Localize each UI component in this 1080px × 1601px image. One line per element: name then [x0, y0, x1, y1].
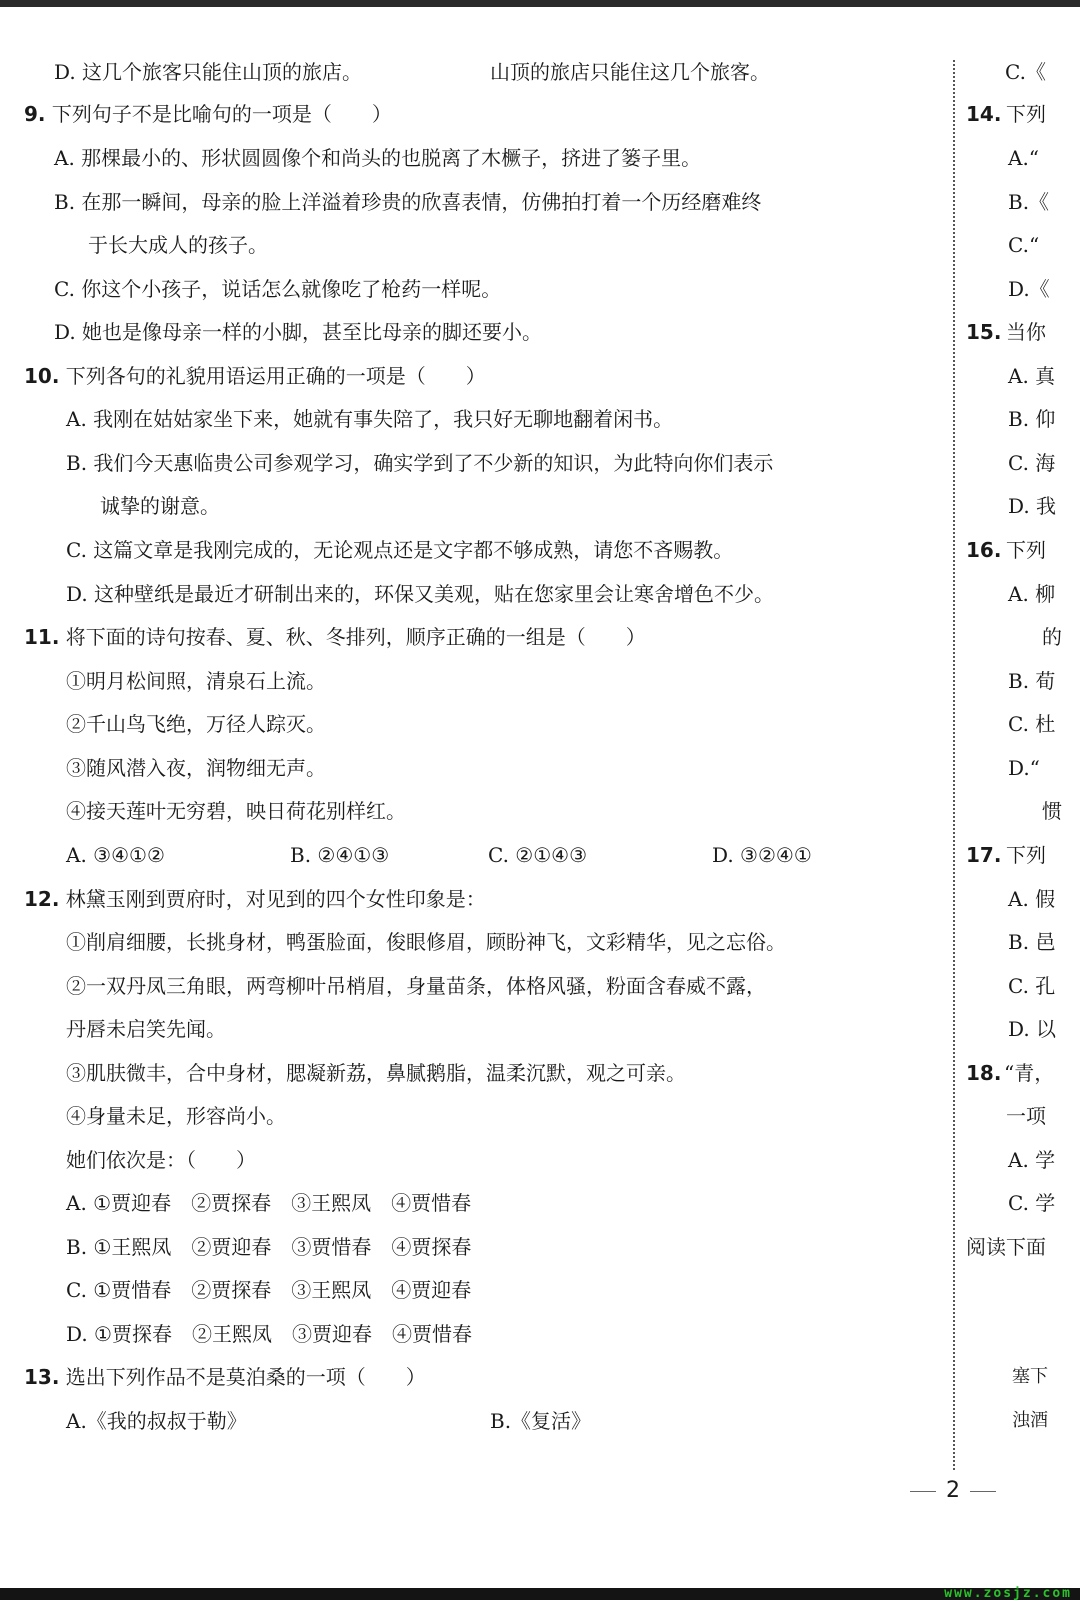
question-text: 下列句子不是比喻句的一项是（ ）	[51, 102, 392, 126]
q8-option-d-right: 山顶的旅店只能住这几个旅客。	[490, 60, 770, 84]
question-number: 10.	[24, 364, 60, 388]
q13-option-b: B.《复活》	[490, 1409, 592, 1433]
q11-option-b: B. ②④①③	[290, 843, 390, 867]
q12-option-c: C. ①贾惜春 ②贾探春 ③王熙凤 ④贾迎春	[66, 1278, 472, 1302]
right-fragment: C. 杜	[1008, 712, 1056, 736]
right-fragment: 阅读下面	[966, 1235, 1046, 1259]
q12-option-a: A. ①贾迎春 ②贾探春 ③王熙凤 ④贾惜春	[66, 1191, 472, 1215]
right-fragment: A. 学	[1008, 1148, 1056, 1172]
right-fragment: B. 邑	[1008, 930, 1056, 954]
q12-portrait-2-line1: ②一双丹凤三角眼，两弯柳叶吊梢眉，身量苗条，体格风骚，粉面含春威不露，	[66, 974, 766, 998]
right-fragment: A.“	[1008, 146, 1040, 170]
page-number-value: 2	[946, 1478, 960, 1503]
right-fragment: 下列	[1006, 102, 1046, 126]
site-watermark: www.zosjz.com	[944, 1586, 1072, 1601]
q11-poem-4: ④接天莲叶无穷碧，映日荷花别样红。	[66, 799, 406, 823]
right-fragment: C. 孔	[1008, 974, 1056, 998]
right-question-number: 16.	[966, 538, 1002, 562]
page-number-dash-right	[970, 1491, 996, 1492]
right-question-number: 14.	[966, 102, 1002, 126]
question-number: 11.	[24, 625, 60, 649]
q9-option-c: C. 你这个小孩子，说话怎么就像吃了枪药一样呢。	[54, 277, 502, 301]
q9-option-a: A. 那棵最小的、形状圆圆像个和尚头的也脱离了木橛子，挤进了篓子里。	[54, 146, 702, 170]
question-text: 下列各句的礼貌用语运用正确的一项是（ ）	[65, 364, 486, 388]
right-fragment: B.《	[1008, 190, 1050, 214]
right-fragment: 当你	[1006, 320, 1046, 344]
q9-option-b-line2: 于长大成人的孩子。	[88, 233, 268, 257]
q9-option-b-line1: B. 在那一瞬间，母亲的脸上洋溢着珍贵的欣喜表情，仿佛拍打着一个历经磨难终	[54, 190, 762, 214]
right-fragment: B. 仰	[1008, 407, 1056, 431]
q11-option-c: C. ②①④③	[488, 843, 588, 867]
question-number: 12.	[24, 887, 60, 911]
right-fragment: C.《	[1005, 60, 1046, 84]
right-fragment: 浊酒	[1012, 1410, 1048, 1431]
right-fragment: D. 以	[1008, 1017, 1057, 1041]
question-text: 选出下列作品不是莫泊桑的一项（ ）	[65, 1365, 426, 1389]
question-number: 9.	[24, 102, 46, 126]
right-fragment: “青，	[1004, 1061, 1055, 1085]
bottom-edge-bar	[0, 1588, 1080, 1600]
q13-option-a: A.《我的叔叔于勒》	[66, 1409, 247, 1433]
q8-option-d-left: D. 这几个旅客只能住山顶的旅店。	[54, 60, 363, 84]
q11-poem-2: ②千山鸟飞绝，万径人踪灭。	[66, 712, 326, 736]
right-fragment: A. 柳	[1008, 582, 1056, 606]
q12-option-b: B. ①王熙凤 ②贾迎春 ③贾惜春 ④贾探春	[66, 1235, 472, 1259]
right-fragment: A. 真	[1008, 364, 1056, 388]
right-question-number: 18.	[966, 1061, 1002, 1085]
question-number: 13.	[24, 1365, 60, 1389]
question-text: 林黛玉刚到贾府时，对见到的四个女性印象是：	[65, 887, 486, 911]
right-fragment: A. 假	[1008, 887, 1056, 911]
q10-option-b-line1: B. 我们今天惠临贵公司参观学习，确实学到了不少新的知识，为此特向你们表示	[66, 451, 774, 475]
q11-option-d: D. ③②④①	[712, 843, 812, 867]
right-question-number: 17.	[966, 843, 1002, 867]
right-fragment: D.“	[1008, 756, 1040, 780]
right-question-number: 15.	[966, 320, 1002, 344]
right-fragment: B. 荀	[1008, 669, 1056, 693]
right-fragment: C.“	[1008, 233, 1040, 257]
page-number-dash-left	[910, 1491, 936, 1492]
q12-portrait-4: ④身量未足，形容尚小。	[66, 1104, 286, 1128]
right-fragment: 下列	[1006, 538, 1046, 562]
q12-portrait-2-line2: 丹唇未启笑先闻。	[66, 1017, 226, 1041]
q12-ask: 她们依次是：（ ）	[66, 1148, 256, 1172]
question-text: 将下面的诗句按春、夏、秋、冬排列，顺序正确的一组是（ ）	[65, 625, 646, 649]
right-fragment: 惯	[1042, 799, 1062, 823]
right-fragment: 塞下	[1012, 1366, 1048, 1387]
right-fragment: C. 海	[1008, 451, 1056, 475]
q12-portrait-3: ③肌肤微丰，合中身材，腮凝新荔，鼻腻鹅脂，温柔沉默，观之可亲。	[66, 1061, 686, 1085]
q10-option-d: D. 这种壁纸是最近才研制出来的，环保又美观，贴在您家里会让寒舍增色不少。	[66, 582, 775, 606]
right-fragment: 的	[1042, 625, 1062, 649]
q11-poem-1: ①明月松间照，清泉石上流。	[66, 669, 326, 693]
right-fragment: D.《	[1008, 277, 1050, 301]
right-fragment: D. 我	[1008, 494, 1057, 518]
q10-option-a: A. 我刚在姑姑家坐下来，她就有事失陪了，我只好无聊地翻着闲书。	[66, 407, 674, 431]
q11-option-a: A. ③④①②	[66, 843, 165, 867]
right-fragment: 一项	[1006, 1104, 1046, 1128]
right-fragment: 下列	[1006, 843, 1046, 867]
q10-option-b-line2: 诚挚的谢意。	[100, 494, 220, 518]
right-fragment: C. 学	[1008, 1191, 1056, 1215]
q10-option-c: C. 这篇文章是我刚完成的，无论观点还是文字都不够成熟，请您不吝赐教。	[66, 538, 734, 562]
page-number	[898, 1478, 1008, 1508]
q12-portrait-1: ①削肩细腰，长挑身材，鸭蛋脸面，俊眼修眉，顾盼神飞，文彩精华，见之忘俗。	[66, 930, 786, 954]
q9-option-d: D. 她也是像母亲一样的小脚，甚至比母亲的脚还要小。	[54, 320, 543, 344]
q11-poem-3: ③随风潜入夜，润物细无声。	[66, 756, 326, 780]
q12-option-d: D. ①贾探春 ②王熙凤 ③贾迎春 ④贾惜春	[66, 1322, 472, 1346]
